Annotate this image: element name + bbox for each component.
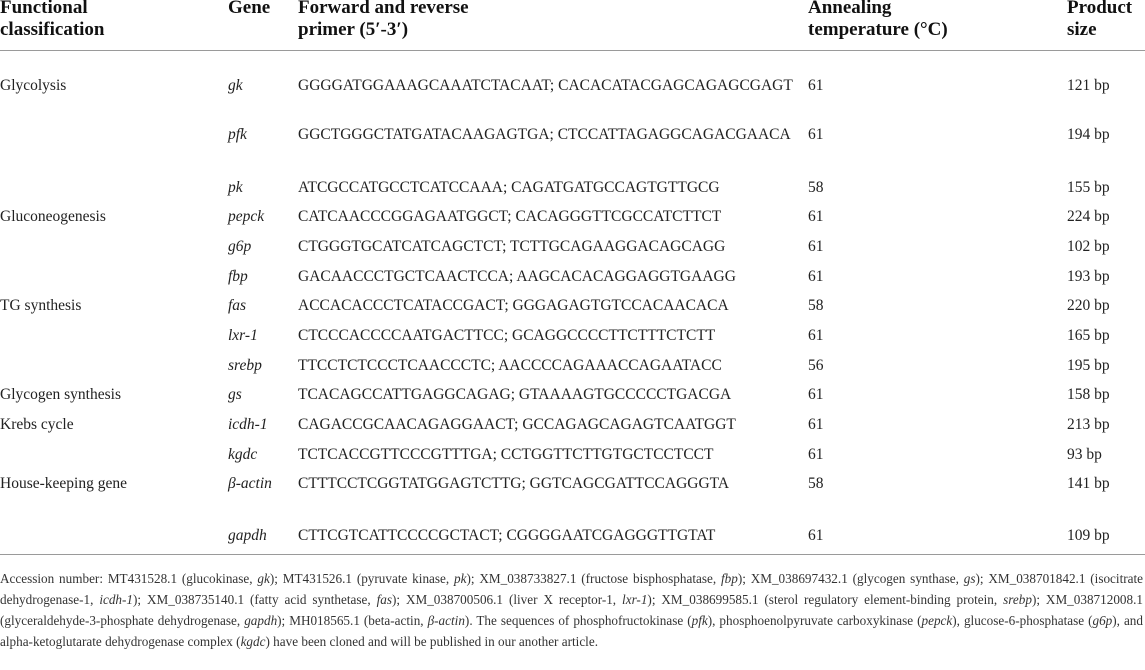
category-cell: House-keeping gene [0, 475, 127, 492]
header-divider [0, 50, 1145, 51]
footnote-gene-abbrev: gapdh [244, 613, 278, 628]
footnote-text: ); MT431526.1 (pyruvate kinase, [269, 571, 455, 586]
footnote-text: ) have been cloned and will be published in our another article. [265, 634, 598, 649]
primer-cell: ATCGCCATGCCTCATCCAAA; CAGATGATGCCAGTGTTGCG [298, 179, 720, 196]
gene-cell: gapdh [228, 527, 267, 544]
product-size-cell: 158 bp [1067, 386, 1110, 403]
gene-cell: fas [228, 297, 247, 314]
primer-cell: CATCAACCCGGAGAATGGCT; CACAGGGTTCGCCATCTTCT [298, 208, 722, 225]
table-footnote [0, 568, 1143, 652]
footnote-text: ); XM_038700506.1 (liver X receptor-1, [391, 592, 623, 607]
product-size-cell: 213 bp [1067, 416, 1110, 433]
header-primer: Forward and reverse primer (5′-3′) [298, 0, 469, 40]
header-gene: Gene [228, 0, 271, 18]
annealing-temperature-cell: 61 [808, 416, 824, 433]
primer-cell: GGGGATGGAAAGCAAATCTACAAT; CACACATACGAGCAGAGCGAGT [298, 77, 793, 94]
gene-cell: srebp [228, 357, 262, 374]
primer-cell: CTCCCACCCCAATGACTTCC; GCAGGCCCCTTCTTTCTCTT [298, 327, 716, 344]
footnote-text: ), and alpha-ketoglutarate dehydrogenase complex ( [0, 613, 1143, 649]
footnote-text: ). The sequences of phosphofructokinase ( [464, 613, 692, 628]
product-size-cell: 195 bp [1067, 357, 1110, 374]
table-bottom-divider [0, 554, 1145, 555]
annealing-temperature-cell: 61 [808, 386, 824, 403]
footnote-gene-abbrev: icdh-1 [99, 592, 134, 607]
product-size-cell: 121 bp [1067, 77, 1110, 94]
footnote-gene-abbrev: g6p [1092, 613, 1113, 628]
category-cell: Gluconeogenesis [0, 208, 106, 225]
primer-cell: CTTCGTCATTCCCCGCTACT; CGGGGAATCGAGGGTTGTAT [298, 527, 716, 544]
header-product-size: Product size [1067, 0, 1133, 40]
footnote-text: ); MH018565.1 (beta-actin, [277, 613, 428, 628]
annealing-temperature-cell: 61 [808, 208, 824, 225]
annealing-temperature-cell: 56 [808, 357, 824, 374]
primer-cell: GACAACCCTGCTCAACTCCA; AAGCACACAGGAGGTGAAGG [298, 268, 736, 285]
annealing-temperature-cell: 61 [808, 238, 824, 255]
gene-cell: g6p [228, 238, 252, 255]
gene-cell: fbp [228, 268, 248, 285]
header-functional-classification: Functional classification [0, 0, 105, 40]
product-size-cell: 220 bp [1067, 297, 1110, 314]
annealing-temperature-cell: 61 [808, 527, 824, 544]
gene-cell: gk [228, 77, 243, 94]
footnote-text: ); XM_038699585.1 (sterol regulatory element-binding protein, [647, 592, 1004, 607]
product-size-cell: 93 bp [1067, 446, 1102, 463]
product-size-cell: 155 bp [1067, 179, 1110, 196]
primer-cell: CTGGGTGCATCATCAGCTCT; TCTTGCAGAAGGACAGCAGG [298, 238, 726, 255]
annealing-temperature-cell: 61 [808, 126, 824, 143]
category-cell: TG synthesis [0, 297, 82, 314]
category-cell: Glycogen synthesis [0, 386, 121, 403]
footnote-text: ); XM_038733827.1 (fructose bisphosphatase, [466, 571, 721, 586]
footnote-gene-abbrev: srebp [1003, 592, 1032, 607]
product-size-cell: 102 bp [1067, 238, 1110, 255]
gene-cell: kgdc [228, 446, 258, 463]
gene-cell: gs [228, 386, 242, 403]
footnote-gene-abbrev: pk [454, 571, 467, 586]
category-cell: Krebs cycle [0, 416, 74, 433]
footnote-text: ); XM_038697432.1 (glycogen synthase, [737, 571, 964, 586]
gene-cell: lxr-1 [228, 327, 258, 344]
annealing-temperature-cell: 61 [808, 327, 824, 344]
footnote-gene-abbrev: pepck [921, 613, 953, 628]
gene-cell: pfk [228, 126, 247, 143]
gene-cell: pepck [228, 208, 265, 225]
primer-cell: GGCTGGGCTATGATACAAGAGTGA; CTCCATTAGAGGCAGACGAACA [298, 126, 791, 143]
footnote-gene-abbrev: gk [257, 571, 270, 586]
primer-cell: ACCACACCCTCATACCGACT; GGGAGAGTGTCCACAACACA [298, 297, 729, 314]
annealing-temperature-cell: 58 [808, 475, 824, 492]
product-size-cell: 193 bp [1067, 268, 1110, 285]
product-size-cell: 109 bp [1067, 527, 1110, 544]
annealing-temperature-cell: 61 [808, 268, 824, 285]
primer-cell: TCTCACCGTTCCCGTTTGA; CCTGGTTCTTGTGCTCCTCCT [298, 446, 714, 463]
primer-cell: TCACAGCCATTGAGGCAGAG; GTAAAAGTGCCCCCTGACGA [298, 386, 732, 403]
footnote-text: Accession number: MT431528.1 (glucokinase, [0, 571, 258, 586]
annealing-temperature-cell: 58 [808, 297, 824, 314]
annealing-temperature-cell: 58 [808, 179, 824, 196]
footnote-gene-abbrev: fas [376, 592, 392, 607]
footnote-gene-abbrev: kgdc [240, 634, 266, 649]
category-cell: Glycolysis [0, 77, 67, 94]
footnote-gene-abbrev: gs [963, 571, 976, 586]
footnote-gene-abbrev: lxr-1 [622, 592, 648, 607]
primer-cell: TTCCTCTCCCTCAACCCTC; AACCCCAGAAACCAGAATACC [298, 357, 722, 374]
annealing-temperature-cell: 61 [808, 77, 824, 94]
primer-cell: CAGACCGCAACAGAGGAACT; GCCAGAGCAGAGTCAATGGT [298, 416, 736, 433]
product-size-cell: 194 bp [1067, 126, 1110, 143]
footnote-gene-abbrev: fbp [720, 571, 738, 586]
footnote-text: ); XM_038712008.1 (glyceraldehyde-3-phosphate dehydrogenase, [0, 592, 1144, 628]
gene-cell: β-actin [228, 475, 272, 492]
footnote-text: ); XM_038701842.1 (isocitrate dehydrogenase-1, [0, 571, 1143, 607]
footnote-text: ), glucose-6-phosphatase ( [952, 613, 1093, 628]
product-size-cell: 165 bp [1067, 327, 1110, 344]
footnote-text: ); XM_038735140.1 (fatty acid synthetase, [133, 592, 377, 607]
annealing-temperature-cell: 61 [808, 446, 824, 463]
footnote-text: ), phosphoenolpyruvate carboxykinase ( [707, 613, 922, 628]
primer-cell: CTTTCCTCGGTATGGAGTCTTG; GGTCAGCGATTCCAGGGTA [298, 475, 730, 492]
footnote-gene-abbrev: pfk [691, 613, 708, 628]
product-size-cell: 224 bp [1067, 208, 1110, 225]
product-size-cell: 141 bp [1067, 475, 1110, 492]
gene-cell: pk [228, 179, 243, 196]
footnote-gene-abbrev: β-actin [427, 613, 465, 628]
header-annealing-temperature: Annealing temperature (°C) [808, 0, 948, 40]
gene-cell: icdh-1 [228, 416, 268, 433]
